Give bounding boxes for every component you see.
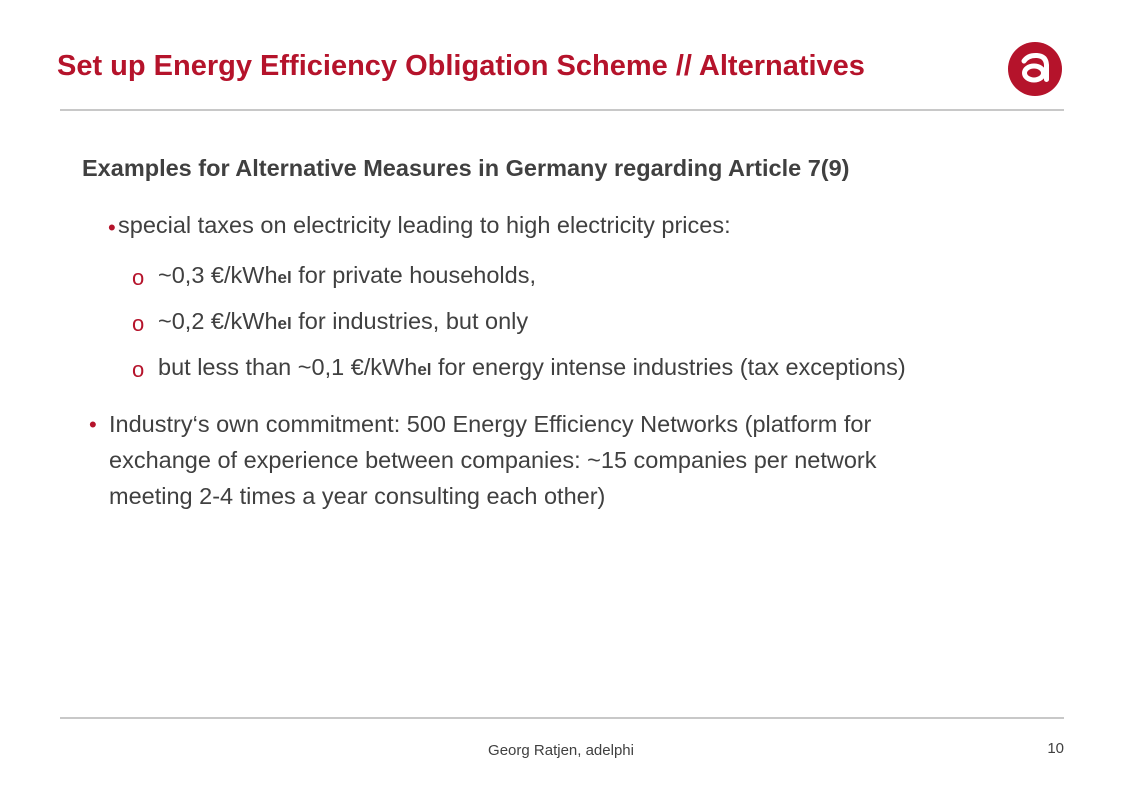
page-number: 10 [1047,740,1064,757]
sub-item: but less than ~0,1 €/kWhel for energy intense industries (tax exceptions) [158,354,906,380]
paragraph-line: exchange of experience between companies: ~15 companies per network [109,447,877,473]
adelphi-logo-icon [1008,42,1062,96]
bullet-marker: • [108,215,116,240]
bullet-marker: • [89,412,97,437]
sub-bullet-marker: o [132,265,145,290]
sub-item: ~0,3 €/kWhel for private households, [158,262,537,288]
paragraph-line: meeting 2-4 times a year consulting each other) [109,483,606,509]
sub-item: ~0,2 €/kWhel for industries, but only [158,308,529,334]
footer-divider [60,717,1064,719]
bullet-paragraph [109,406,1079,514]
slide-title: Set up Energy Efficiency Obligation Scheme // Alternatives [57,50,865,82]
subheading: Examples for Alternative Measures in Germany regarding Article 7(9) [82,155,850,181]
header-divider [60,109,1064,111]
sub-bullet-marker: o [132,357,145,382]
footer-author: Georg Ratjen, adelphi [488,742,634,759]
paragraph-line: Industry‘s own commitment: 500 Energy Efficiency Networks (platform for [109,411,872,437]
sub-bullet-marker: o [132,311,145,336]
bullet-text: special taxes on electricity leading to high electricity prices: [118,212,731,238]
